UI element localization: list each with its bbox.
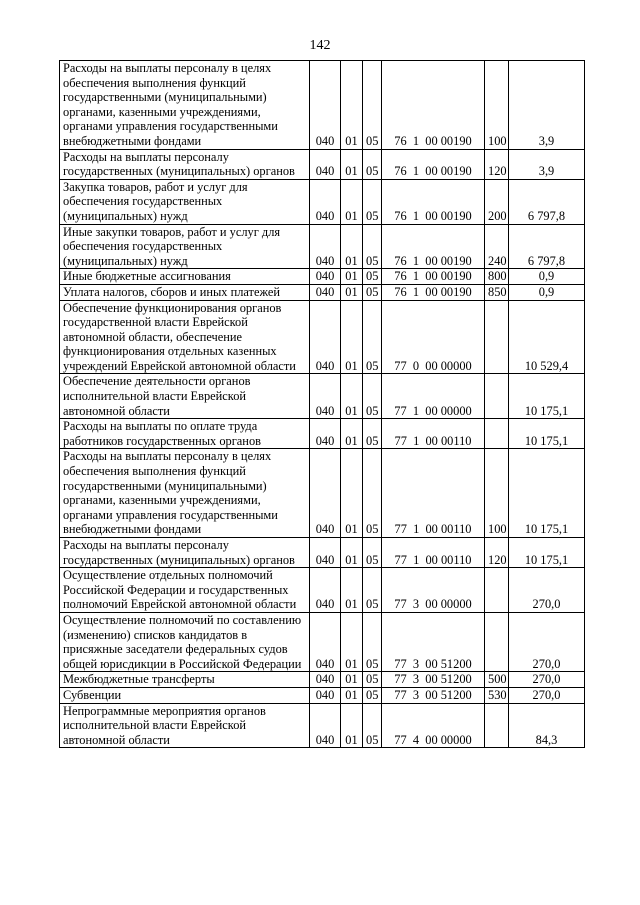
table-row <box>60 612 585 671</box>
subsection-code-cell: 05 <box>363 61 382 150</box>
subsection-code-cell: 05 <box>363 419 382 449</box>
expense-name-cell: Расходы на выплаты персоналу в целях обеспечения выполнения функций государственными (муниципальными) органами, казенными учреждениями, органами управления государственными внебюджетными фондами <box>60 61 310 150</box>
table-row <box>60 179 585 224</box>
section-code-cell: 01 <box>341 284 363 300</box>
amount-cell: 270,0 <box>509 568 585 613</box>
admin-code-cell: 040 <box>310 284 341 300</box>
expense-type-cell: 100 <box>485 449 509 538</box>
admin-code-cell: 040 <box>310 612 341 671</box>
section-code-cell: 01 <box>341 300 363 374</box>
table-row <box>60 224 585 269</box>
expense-name-cell: Расходы на выплаты персоналу в целях обеспечения выполнения функций государственными (муниципальными) органами, казенными учреждениями, органами управления государственными внебюджетными фондами <box>60 449 310 538</box>
expense-type-cell <box>485 568 509 613</box>
admin-code-cell: 040 <box>310 61 341 150</box>
target-article-cell: 77 4 00 00000 <box>382 703 485 748</box>
amount-cell: 10 175,1 <box>509 419 585 449</box>
expense-type-cell: 120 <box>485 149 509 179</box>
section-code-cell: 01 <box>341 419 363 449</box>
target-article-cell: 76 1 00 00190 <box>382 179 485 224</box>
expense-type-cell: 120 <box>485 538 509 568</box>
section-code-cell: 01 <box>341 612 363 671</box>
table-row <box>60 687 585 703</box>
admin-code-cell: 040 <box>310 300 341 374</box>
admin-code-cell: 040 <box>310 269 341 285</box>
section-code-cell: 01 <box>341 568 363 613</box>
expense-type-cell <box>485 419 509 449</box>
expense-type-cell: 850 <box>485 284 509 300</box>
amount-cell: 3,9 <box>509 149 585 179</box>
target-article-cell: 77 1 00 00110 <box>382 449 485 538</box>
section-code-cell: 01 <box>341 449 363 538</box>
section-code-cell: 01 <box>341 538 363 568</box>
subsection-code-cell: 05 <box>363 449 382 538</box>
amount-cell: 0,9 <box>509 284 585 300</box>
expense-type-cell: 100 <box>485 61 509 150</box>
admin-code-cell: 040 <box>310 179 341 224</box>
target-article-cell: 76 1 00 00190 <box>382 284 485 300</box>
expense-type-cell: 530 <box>485 687 509 703</box>
admin-code-cell: 040 <box>310 703 341 748</box>
expense-name-cell: Расходы на выплаты по оплате труда работников государственных органов <box>60 419 310 449</box>
expense-name-cell: Обеспечение функционирования органов государственной власти Еврейской автономной области, обеспечение функционирования отдельных казенных учреждений Еврейской автономной области <box>60 300 310 374</box>
subsection-code-cell: 05 <box>363 672 382 688</box>
admin-code-cell: 040 <box>310 538 341 568</box>
amount-cell: 10 529,4 <box>509 300 585 374</box>
section-code-cell: 01 <box>341 224 363 269</box>
amount-cell: 3,9 <box>509 61 585 150</box>
expense-name-cell: Закупка товаров, работ и услуг для обеспечения государственных (муниципальных) нужд <box>60 179 310 224</box>
section-code-cell: 01 <box>341 269 363 285</box>
admin-code-cell: 040 <box>310 568 341 613</box>
target-article-cell: 77 1 00 00110 <box>382 538 485 568</box>
target-article-cell: 77 3 00 51200 <box>382 672 485 688</box>
subsection-code-cell: 05 <box>363 687 382 703</box>
target-article-cell: 76 1 00 00190 <box>382 224 485 269</box>
subsection-code-cell: 05 <box>363 284 382 300</box>
target-article-cell: 77 1 00 00000 <box>382 374 485 419</box>
expense-name-cell: Межбюджетные трансферты <box>60 672 310 688</box>
expense-type-cell <box>485 300 509 374</box>
budget-table-body <box>60 61 585 748</box>
page-number: 142 <box>309 38 331 53</box>
table-row <box>60 419 585 449</box>
expense-type-cell <box>485 703 509 748</box>
subsection-code-cell: 05 <box>363 149 382 179</box>
table-row <box>60 538 585 568</box>
target-article-cell: 76 1 00 00190 <box>382 269 485 285</box>
target-article-cell: 76 1 00 00190 <box>382 61 485 150</box>
admin-code-cell: 040 <box>310 687 341 703</box>
table-row <box>60 703 585 748</box>
expense-name-cell: Обеспечение деятельности органов исполнительной власти Еврейской автономной области <box>60 374 310 419</box>
table-row <box>60 269 585 285</box>
subsection-code-cell: 05 <box>363 538 382 568</box>
expense-name-cell: Иные бюджетные ассигнования <box>60 269 310 285</box>
amount-cell: 10 175,1 <box>509 374 585 419</box>
expense-name-cell: Непрограммные мероприятия органов исполнительной власти Еврейской автономной области <box>60 703 310 748</box>
expense-name-cell: Осуществление отдельных полномочий Российской Федерации и государственных полномочий Еврейской автономной области <box>60 568 310 613</box>
subsection-code-cell: 05 <box>363 224 382 269</box>
admin-code-cell: 040 <box>310 149 341 179</box>
table-row <box>60 568 585 613</box>
admin-code-cell: 040 <box>310 374 341 419</box>
expense-name-cell: Уплата налогов, сборов и иных платежей <box>60 284 310 300</box>
amount-cell: 6 797,8 <box>509 224 585 269</box>
table-row <box>60 449 585 538</box>
subsection-code-cell: 05 <box>363 269 382 285</box>
amount-cell: 84,3 <box>509 703 585 748</box>
table-row <box>60 284 585 300</box>
expense-type-cell: 800 <box>485 269 509 285</box>
table-row <box>60 672 585 688</box>
expense-name-cell: Расходы на выплаты персоналу государственных (муниципальных) органов <box>60 538 310 568</box>
subsection-code-cell: 05 <box>363 703 382 748</box>
expense-name-cell: Иные закупки товаров, работ и услуг для обеспечения государственных (муниципальных) нужд <box>60 224 310 269</box>
amount-cell: 270,0 <box>509 612 585 671</box>
amount-cell: 10 175,1 <box>509 449 585 538</box>
section-code-cell: 01 <box>341 687 363 703</box>
subsection-code-cell: 05 <box>363 300 382 374</box>
target-article-cell: 77 0 00 00000 <box>382 300 485 374</box>
expense-type-cell: 200 <box>485 179 509 224</box>
subsection-code-cell: 05 <box>363 179 382 224</box>
budget-table <box>59 60 585 748</box>
section-code-cell: 01 <box>341 61 363 150</box>
expense-name-cell: Расходы на выплаты персоналу государственных (муниципальных) органов <box>60 149 310 179</box>
admin-code-cell: 040 <box>310 419 341 449</box>
target-article-cell: 77 3 00 51200 <box>382 687 485 703</box>
subsection-code-cell: 05 <box>363 612 382 671</box>
subsection-code-cell: 05 <box>363 374 382 419</box>
target-article-cell: 77 3 00 51200 <box>382 612 485 671</box>
expense-name-cell: Осуществление полномочий по составлению (изменению) списков кандидатов в присяжные заседатели федеральных судов общей юрисдикции в Российской Федерации <box>60 612 310 671</box>
expense-type-cell <box>485 374 509 419</box>
expense-type-cell: 500 <box>485 672 509 688</box>
admin-code-cell: 040 <box>310 672 341 688</box>
subsection-code-cell: 05 <box>363 568 382 613</box>
target-article-cell: 76 1 00 00190 <box>382 149 485 179</box>
section-code-cell: 01 <box>341 149 363 179</box>
table-row <box>60 374 585 419</box>
admin-code-cell: 040 <box>310 224 341 269</box>
target-article-cell: 77 1 00 00110 <box>382 419 485 449</box>
expense-type-cell: 240 <box>485 224 509 269</box>
expense-type-cell <box>485 612 509 671</box>
amount-cell: 6 797,8 <box>509 179 585 224</box>
amount-cell: 0,9 <box>509 269 585 285</box>
section-code-cell: 01 <box>341 703 363 748</box>
amount-cell: 270,0 <box>509 687 585 703</box>
target-article-cell: 77 3 00 00000 <box>382 568 485 613</box>
amount-cell: 10 175,1 <box>509 538 585 568</box>
expense-name-cell: Субвенции <box>60 687 310 703</box>
amount-cell: 270,0 <box>509 672 585 688</box>
section-code-cell: 01 <box>341 179 363 224</box>
table-row <box>60 149 585 179</box>
section-code-cell: 01 <box>341 672 363 688</box>
section-code-cell: 01 <box>341 374 363 419</box>
admin-code-cell: 040 <box>310 449 341 538</box>
table-row <box>60 61 585 150</box>
table-row <box>60 300 585 374</box>
